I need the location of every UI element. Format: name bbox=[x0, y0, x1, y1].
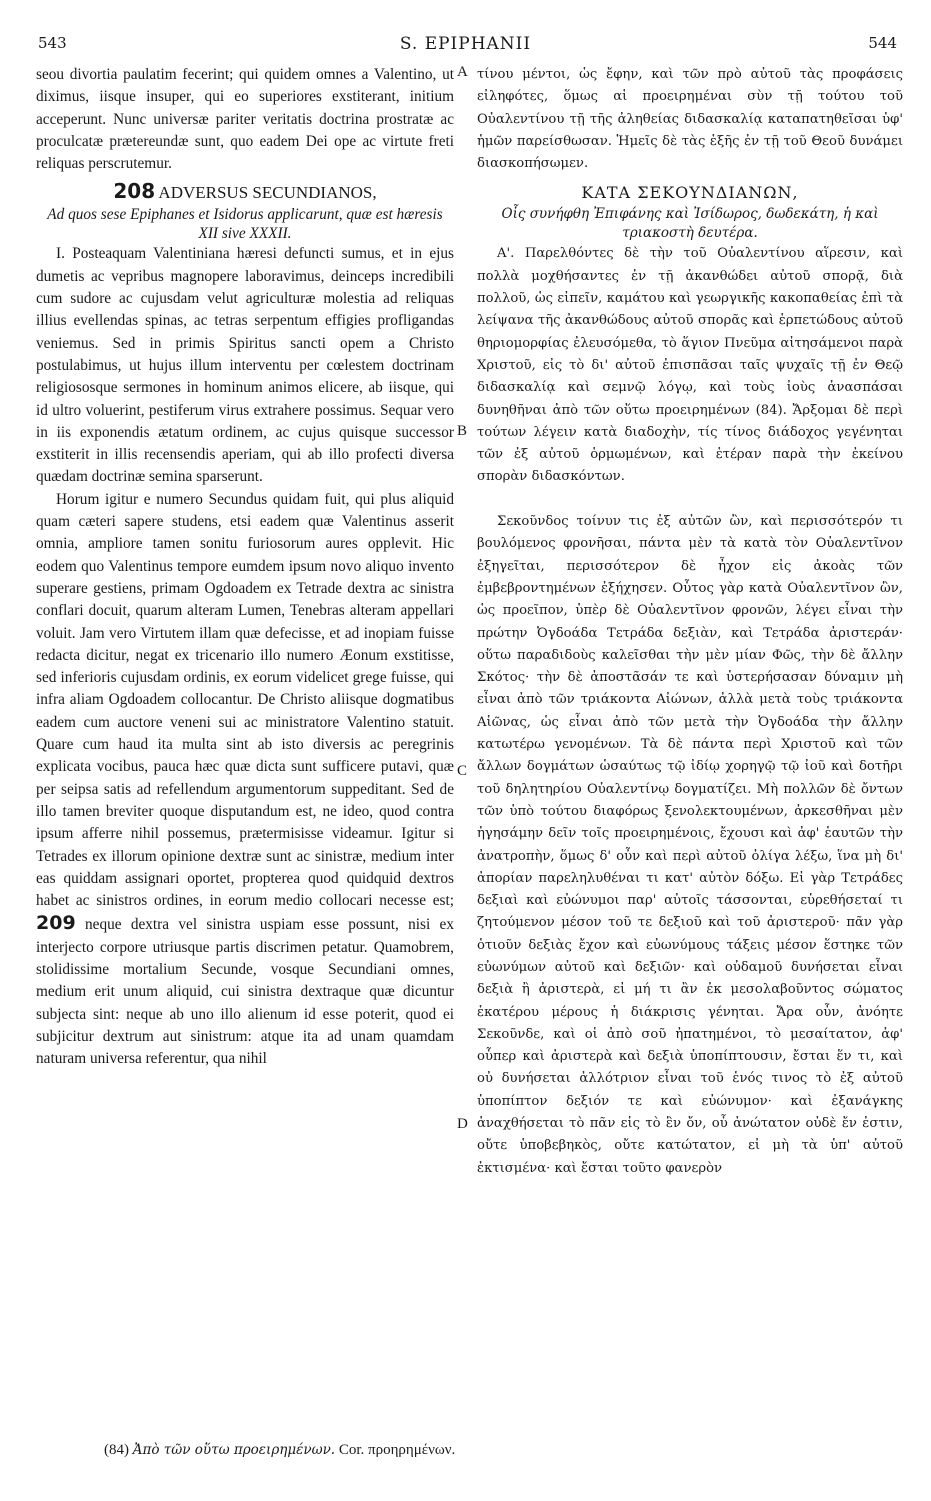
footnote-correction: Cor. προηρημένων. bbox=[338, 1442, 456, 1458]
greek-subtitle: Οἷς συνήφθη Ἐπιφάνης καὶ Ἰσίδωρος, δωδεκάτη, ἡ καὶ τριακοστὴ δευτέρα. bbox=[501, 206, 879, 242]
latin-paragraph-2-part-a: Horum igitur e numero Secundus quidam fuit, qui plus aliquid quam cæteri sapere studens, etsi eadem quæ Valentinus asserit omnia, ampliore tamen sonitu furiosorum aures opplevit. Hic eodem quo Valentinus tempore eumdem ipsum novo aliquo invento superare gestiens, primam Ogdoadem ex Tetrade dextra ac sinistra conflari docuit, quarum alteram Lumen, Tenebras alteram appellari voluit. Jam vero Virtutem illam quæ defecisse, et ad inopiam fuisse redacta dicitur, negat ex tricenario illo numero Æonum exstitisse, sed inferioris cujusdam ordinis, ex eorum videlicet grege fuisse, qui infra aliam Ogdoadem collocantur. De Christo aliisque dogmatibus eadem cum auctore veneni sui ac ministratore Valentino statuit. Quare cum haud ita multa sint ab isto diversis ac peregrinis explicata vocibus, pauca hæc quæ dicta sunt sufficere putavi, quæ per seipsa satis ad refellendum argumentorum suppeditant. Sed de illo tamen breviter quoque disputandum est, ne ideo, quod contra ipsum afferre nihil possemus, prætermisisse videamur. Igitur si Tetrades ex illorum opinione dextræ sunt ac sinistræ, medium inter eas quiddam assignari oportet, propterea quod quidquid dextros habet ac sinistros ordines, in eorum medio collocari necesse est; bbox=[36, 490, 454, 910]
greek-section-title: ΚΑΤΑ ΣΕΚΟΥΝΔΙΑΝΩΝ, bbox=[581, 183, 799, 203]
page-number-right: 544 bbox=[868, 34, 897, 52]
section-number-209: 209 bbox=[36, 912, 76, 935]
page-header bbox=[20, 34, 911, 58]
page-number-left: 543 bbox=[38, 34, 67, 52]
latin-section-heading bbox=[36, 179, 454, 205]
margin-letter-d: D bbox=[457, 1116, 468, 1132]
greek-paragraph-1: Α'. Παρελθόντες δὲ τὴν τοῦ Οὐαλεντίνου αἵρεσιν, καὶ πολλὰ μοχθήσαντες ἐν τῇ ἀκανθώδει αὐτοῦ σπορᾷ, διὰ πολλοῦ, ὡς εἰπεῖν, καμάτου καὶ γεωργικῆς κακοπαθείας ἐπὶ τὰ λείψανα τῆς ἀκανθώδους αὐτοῦ σπορᾶς καὶ ἑρπετώδους αὐτοῦ θηριομορφίας ἐλευσόμεθα, τὸ ἅγιον Πνεῦμα αἰτησάμενοι παρὰ Χριστοῦ, εἰς τὸ δι' αὐτοῦ ἐπισπᾶσαι ταῖς ψυχαῖς τῇ ἐν Θεῷ διδασκαλίᾳ καὶ σεμνῷ λόγῳ, καὶ τοὺς ἰοὺς ἀνασπάσαι δυνηθῆναι ἀπὸ τῶν οὕτω προειρημένων (84). Ἄρξομαι δὲ περὶ τούτων λέγειν κατὰ διαδοχὴν, τίς τίνος διάδοχος γεγένηται τῶν ἐξ αὐτοῦ ὁρμωμένων, καὶ ἑτέραν παρὰ τὴν ἐκείνου σπορὰν διδασκόντων. bbox=[477, 246, 903, 485]
footnote-number: (84) bbox=[104, 1442, 129, 1458]
footnote bbox=[104, 1442, 455, 1459]
latin-paragraph-2 bbox=[36, 489, 454, 1071]
latin-paragraph-2-part-b: neque dextra vel sinistra uspiam esse possunt, nisi ex interjecto corpore utriusque partis discrimen petatur. Quamobrem, stolidissime mortalium Secunde, vosque Secundiani omnes, medium erit unum aliquid, cui sinistra dextraque quæ dicuntur subjecta sint: neque ab uno illo alienum id esse poterit, quod ei subjicitur dextrum aut sinistrum: atque ita ad unam quamdam naturam universa referentur, qua nihil bbox=[36, 916, 454, 1068]
greek-paragraph-2: Σεκοῦνδος τοίνυν τις ἐξ αὐτῶν ὢν, καὶ περισσότερόν τι βουλόμενος φρονῆσαι, πάντα μὲν τὰ κατὰ τὸν Οὐαλεντῖνον ἐξηγεῖται, περισσότερον δὲ ἦχον εἰς ἀκοὰς τῶν ἐμβεβροντημένων ἐξήχησεν. Οὗτος γὰρ κατὰ Οὐαλεντῖνον ὢν, ὡς προεῖπον, ὑπὲρ δὲ Οὐαλεντῖνον φρονῶν, λέγει εἶναι τὴν πρώτην Ὀγδοάδα Τετράδα δεξιὰν, καὶ Τετράδα ἀριστεράν· οὕτω παραδιδοὺς καλεῖσθαι τὴν μὲν μίαν Φῶς, τὴν δὲ ἄλλην Σκότος· τὴν δὲ ἀποστᾶσάν τε καὶ ὑστερήσασαν δύναμιν μὴ εἶναι ἀπὸ τῶν τριάκοντα Αἰώνων, ἀλλὰ μετὰ τοὺς τριάκοντα Αἰῶνας, ὡς εἶναι ἀπὸ τῶν μετὰ τὴν Ὀγδοάδα τὴν ἄλλην κατωτέρω γενομένων. Τὰ δὲ πάντα περὶ Χριστοῦ καὶ τῶν ἄλλων δογμάτων ὡσαύτως τῷ ἰδίῳ χορηγῷ τῷ ἰοῦ καὶ δοτῆρι τοῦ δηλητηρίου Οὐαλεντίνῳ δογματίζει. Μὴ πολλῶν δὲ ὄντων τῶν ὑπὸ τούτου διαφόρως ξενολεκτουμένων, ἀρκεσθῆναι μὲν ἡγησάμην δεῖν τοῖς προειρημένοις, ἔχουσι καὶ ἀφ' ἑαυτῶν τὴν ἀνατροπὴν, ὅμως δ' οὖν καὶ περὶ αὐτοῦ ὀλίγα λέξω, ἵνα μὴ δι' ἀπορίαν παρεληλυθέναι τι κατ' αὐτὸν δόξω. Εἰ γὰρ Τετράδες δεξιαὶ καὶ εὐώνυμοι παρ' αὐτοῖς τάσσονται, εὑρεθήσεταί τι ζητούμενον μέσον τοῦ τε δεξιοῦ καὶ τοῦ ἀριστεροῦ· πᾶν γὰρ ὁτιοῦν δεξιὰς ἔχον καὶ εὐωνύμους τάξεις μέσον ἕστηκε τῶν εὐωνύμων αὐτοῦ καὶ δεξιῶν· καὶ οὐδαμοῦ δυνήσεται εἶναι δεξιὰ ἢ ἀριστερὰ, εἰ μή τι ἂν ἐκ μεσολαβοῦντος σώματος ἑκατέρου μέρους ἡ διάκρισις γένηται. Ἄρα οὖν, ἀνόητε Σεκοῦνδε, καὶ οἱ ἀπὸ σοῦ ἠπατημένοι, τὸ μεσαίτατον, ἀφ' οὗπερ καὶ ἀριστερὰ καὶ δεξιὰ ὑποπίπτουσιν, ἔσται ἕν τι, καὶ οὐ δυνήσεται ἀλλότριον εἶναι τοῦ ἑνός τινος τὸ ἐξ αὐτοῦ ὑποπίπτον δεξιόν τε καὶ εὐώνυμον· καὶ ἐξανάγκης ἀναχθήσεται τὸ πᾶν εἰς τὸ ἓν ὄν, οὗ ἀνώτατον οὐδὲ ἔν ἐστιν, οὔτε ὑποβεβηκὸς, οὔτε κατώτατον, εἰ μὴ τὰ ὑπ' αὐτοῦ ἐκτισμένα· καὶ ἔσται τοῦτο φανερὸν bbox=[477, 514, 903, 1176]
margin-letter-b: B bbox=[457, 423, 468, 439]
latin-section-title: ADVERSUS SECUNDIANOS, bbox=[158, 183, 377, 203]
greek-intro: τίνου μέντοι, ὡς ἔφην, καὶ τῶν πρὸ αὐτοῦ τὰς προφάσεις εἰληφότες, ὅμως αἱ προειρημέναι σὺν τῇ τούτου τοῦ Οὐαλεντίνου τῇ τῆς ἀληθείας διδασκαλίᾳ καταπατηθεῖσαι ὑφ' ἡμῶν παρείσθωσαν. Ἡμεῖς δὲ τὰς ἑξῆς ἐν τῇ τοῦ Θεοῦ δυνάμει διασκοπήσωμεν. bbox=[477, 67, 903, 172]
latin-intro: seou divortia paulatim fecerint; qui quidem omnes a Valentino, ut diximus, iisque insuper, qui eo superiores exstiterant, initium acceperunt. Nunc universæ pariter veritatis doctrina prostratæ ac proculcatæ prætereundæ sunt, quo eadem Dei ope ac virtute freti reliquas perscrutemur. bbox=[36, 66, 454, 173]
greek-column bbox=[477, 64, 903, 1180]
running-title: S. EPIPHANII bbox=[399, 34, 532, 54]
section-number-208: 208 bbox=[113, 179, 156, 204]
footnote-greek: Ἀπὸ τῶν οὕτω προειρημένων. bbox=[132, 1442, 336, 1458]
margin-letter-a: A bbox=[457, 64, 468, 80]
latin-subtitle: Ad quos sese Epiphanes et Isidorus applicarunt, quæ est hæresis XII sive XXXII. bbox=[47, 206, 443, 243]
margin-letter-c: C bbox=[457, 763, 468, 779]
latin-column bbox=[36, 64, 454, 1070]
paragraph-gap bbox=[477, 489, 903, 511]
latin-paragraph-1: I. Posteaquam Valentiniana hæresi defuncti sumus, et in ejus dumetis ac vepribus magnopere laboravimus, deinceps incredibili cum sudore ac cujusdam velut agriculturæ molestia ad reliquas illius evellendas spinas, ac tetras serpentum effigies profligandas veniemus. Sed in primis Spiritus sancti opem a Christo postulabimus, ut hujus illum interventu per cœlestem doctrinam religiososque sermones in hominum animos elicere, ab iisque, qui id ultro voluerint, pestiferum virus extrahere possimus. Sequar vero in iis exponendis ætatum ordinem, ac cujus quisque successor exstiterit in illis recensendis aperiam, qui ab illo profecti diversa quædam doctrinæ semina sparserunt. bbox=[36, 245, 454, 486]
